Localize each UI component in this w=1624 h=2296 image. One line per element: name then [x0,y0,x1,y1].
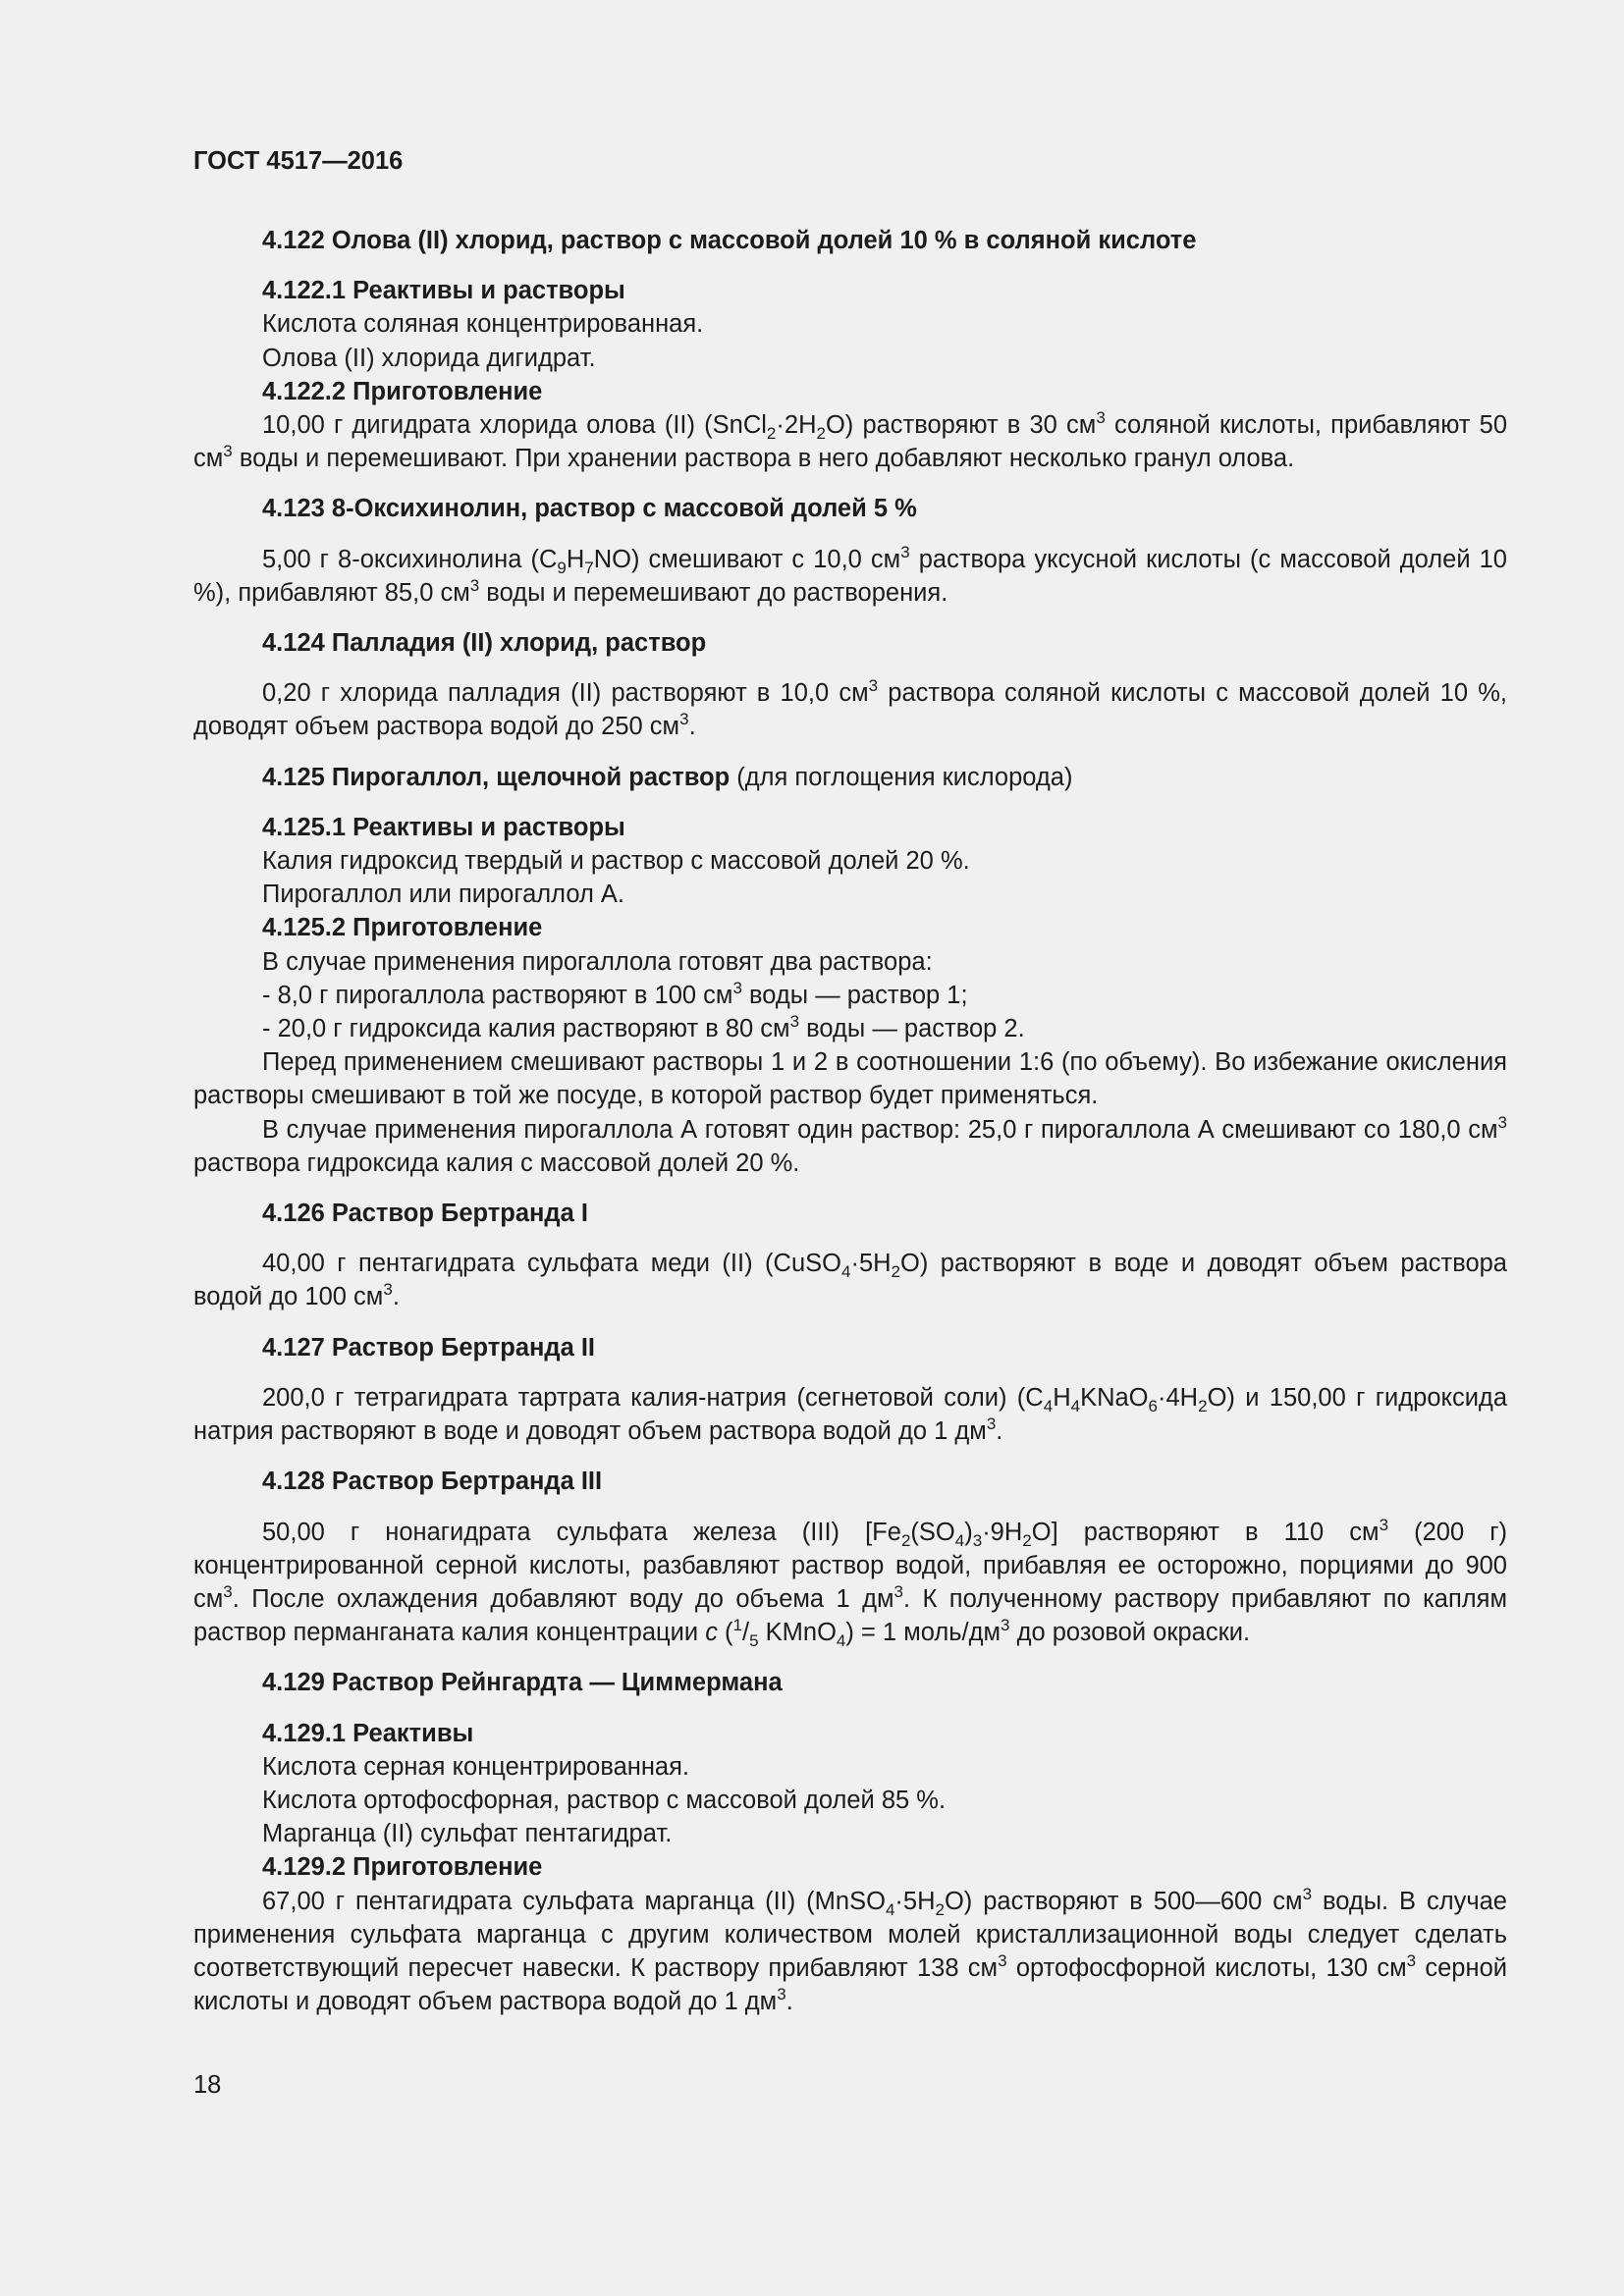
subsection-title-4-129-2: 4.129.2 Приготовление [262,1853,543,1882]
section-title-4-129: 4.129 Раствор Рейнгардта — Циммермана [262,1669,783,1697]
document-body [193,224,1507,2018]
list-item: Олова (II) хлорида дигидрат. [262,344,596,372]
section-title-4-128: 4.128 Раствор Бертранда III [262,1468,603,1496]
paragraph-4-128: 50,00 г нонагидрата сульфата железа (III) $[Fe_2(SO_4)_3\cdot 9H_2O]$ растворяют в 110 $см^3$ (200 г) концентрированной серной кислоты, разбавляют раствор водой, прибавляя ее осторожно, порциями до 900 $см^3$. После охлаждения добавляют воду до объема 1 $дм^3$. К полученному раствору прибавляют по каплям раствор перманганата калия концентрации c ($^1/_5$ KMnO$_4$) = 1 моль/$дм^3$ до розовой окраски. [193,1515,1507,1651]
paragraph-4-123: 5,00 г 8-оксихинолина $(C_9H_7NO)$ смешивают с 10,0 $см^3$ раствора уксусной кислоты (с массовой долей 10 %), прибавляют 85,0 $см^3$ воды и перемешивают до растворения. [193,542,1507,607]
section-title-4-122: 4.122 Олова (II) хлорид, раствор с массовой долей 10 % в соляной кислоте [262,227,1197,254]
paragraph-line: В случае применения пирогаллола готовят два раствора: [262,947,933,976]
paragraph-4-129-2: 67,00 г пентагидрата сульфата марганца (II) $(MnSO_4\cdot 5H_2O)$ растворяют в 500—600 $см^3$ воды. В случае применения сульфата марганца с другим количеством молей кристаллизационной воды следует сделать соответствующий пересчет навески. К раствору прибавляют 138 $см^3$ ортофосфорной кислоты, 130 $см^3$ серной кислоты и доводят объем раствора водой до 1 $дм^3$. [193,1884,1507,2016]
section-title-4-127: 4.127 Раствор Бертранда II [262,1333,596,1362]
list-item: Пирогаллол или пирогаллол А. [262,881,625,909]
subsection-title-4-122-1: 4.122.1 Реактивы и растворы [262,277,625,305]
section-title-4-126: 4.126 Раствор Бертранда I [262,1200,588,1228]
subsection-title-4-129-1: 4.129.1 Реактивы [262,1719,474,1747]
paragraph-4-126: 40,00 г пентагидрата сульфата меди (II) $(CuSO_4\cdot 5H_2O)$ растворяют в воде и доводят объем раствора водой до 100 $см^3$. [193,1250,1507,1311]
page-number: 18 [193,2071,222,2099]
section-title-4-124: 4.124 Палладия (II) хлорид, раствор [262,629,707,658]
section-title-4-125: 4.125 Пирогаллол, щелочной раствор (для поглощения кислорода) [262,763,1073,791]
paragraph-4-125-2-mixing: Перед применением смешивают растворы 1 и 2 в соотношении 1:6 (по объему). Во избежание окисления растворы смешивают в той же посуде, в которой раствор будет применяться. [193,1048,1507,1110]
paragraph-4-125-2-variant-a: В случае применения пирогаллола А готовят один раствор: 25,0 г пирогаллола А смешивают со 180,0 $см^3$ раствора гидроксида калия с массовой долей 20 %. [193,1112,1507,1177]
paragraph-4-124: 0,20 г хлорида палладия (II) растворяют в 10,0 $см^3$ раствора соляной кислоты с массовой долей 10 %, доводят объем раствора водой до 250 $см^3$. [193,676,1507,741]
list-item: Калия гидроксид твердый и раствор с массовой долей 20 %. [262,847,970,876]
subsection-title-4-125-1: 4.125.1 Реактивы и растворы [262,813,625,841]
document-header: ГОСТ 4517—2016 [193,147,404,175]
paragraph-4-127: 200,0 г тетрагидрата тартрата калия-натрия (сегнетовой соли) $(C_4H_4KNaO_6\cdot 4H_2O)$ и 150,00 г гидроксида натрия растворяют в воде и доводят объем раствора водой до 1 $дм^3$. [193,1383,1507,1446]
section-title-4-123: 4.123 8-Оксихинолин, раствор с массовой долей 5 % [262,495,917,523]
list-item: Кислота ортофосфорная, раствор с массовой долей 85 %. [262,1786,947,1814]
subsection-title-4-122-2: 4.122.2 Приготовление [262,377,543,405]
subsection-title-4-125-2: 4.125.2 Приготовление [262,914,543,942]
list-item: Марганца (II) сульфат пентагидрат. [262,1820,673,1848]
paragraph-line: - 20,0 г гидроксида калия растворяют в 80 $см^3$ воды — раствор 2. [262,1012,1025,1043]
paragraph-line: - 8,0 г пирогаллола растворяют в 100 $см^3$ воды — раствор 1; [262,978,968,1009]
list-item: Кислота серная концентрированная. [262,1752,690,1781]
paragraph-4-122-2: 10,00 г дигидрата хлорида олова (II) $(SnCl_2\cdot 2H_2O)$ растворяют в 30 $см^3$ соляной кислоты, прибавляют 50 $см^3$ воды и перемешивают. При хранении раствора в него добавляют несколько гранул олова. [193,408,1508,473]
list-item: Кислота соляная концентрированная. [262,310,704,339]
